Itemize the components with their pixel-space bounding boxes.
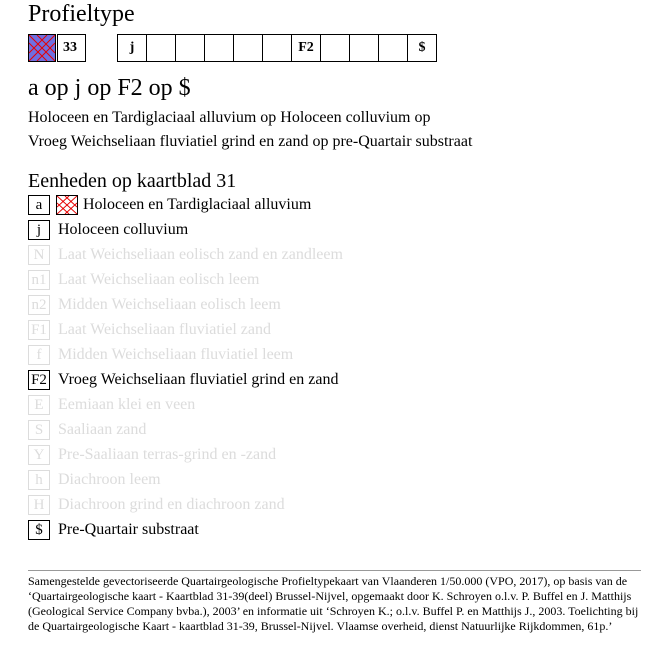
unit-code: h xyxy=(28,470,50,490)
profile-cell xyxy=(175,34,205,62)
unit-code: n2 xyxy=(28,295,50,315)
unit-label: Diachroon grind en diachroon zand xyxy=(58,496,285,513)
unit-code: Y xyxy=(28,445,50,465)
profile-cell xyxy=(262,34,292,62)
unit-label: Pre-Quartair substraat xyxy=(58,521,199,538)
description-line-1: Holoceen en Tardiglaciaal alluvium op Holoceen colluvium op xyxy=(28,109,431,126)
unit-label: Midden Weichseliaan fluviatiel leem xyxy=(58,346,294,363)
profile-cell xyxy=(378,34,408,62)
profile-formula: a op j op F2 op $ xyxy=(28,75,191,101)
unit-code: F2 xyxy=(28,370,50,390)
unit-label: Diachroon leem xyxy=(58,471,161,488)
unit-label: Eemiaan klei en veen xyxy=(58,396,196,413)
unit-label: Saaliaan zand xyxy=(58,421,147,438)
unit-label: Laat Weichseliaan eolisch zand en zandleem xyxy=(58,246,343,263)
unit-label: Laat Weichseliaan fluviatiel zand xyxy=(58,321,271,338)
unit-label: Holoceen colluvium xyxy=(58,221,189,238)
unit-label: Pre-Saaliaan terras-grind en -zand xyxy=(58,446,277,463)
source-citation: Samengestelde gevectoriseerde Quartairgeologische Profieltypekaart van Vlaanderen 1/50.000 (VPO, 2017), op basis van de ‘Quartairgeologische kaart - Kaartblad 31-39(deel) Brussel-Nijvel, opgemaakt door K. Schroyen o.l.v. P. Buffel en J. Matthijs (Geological Service Company bvba.), 2003’ en informatie uit ‘Schroyen K.; o.l.v. Buffel P. en Matthijs J., 2003. Toelichting bij de Quartairgeologische Kaart - kaartblad 31-39, Brussel-Nijvel. Vlaamse overheid, dienst Natuurlijke Rijkdommen, 61p.’ xyxy=(28,574,639,633)
profile-cell xyxy=(146,34,176,62)
profile-cell xyxy=(204,34,234,62)
unit-code: n1 xyxy=(28,270,50,290)
unit-label: Holoceen en Tardiglaciaal alluvium xyxy=(83,196,312,213)
profile-code: 33 xyxy=(57,34,86,62)
unit-code: S xyxy=(28,420,50,440)
profile-cell xyxy=(320,34,350,62)
description-line-2: Vroeg Weichseliaan fluviatiel grind en zand op pre-Quartair substraat xyxy=(28,133,473,150)
unit-code: H xyxy=(28,495,50,515)
unit-code: N xyxy=(28,245,50,265)
profile-cell: F2 xyxy=(291,34,321,62)
unit-code: $ xyxy=(28,520,50,540)
units-heading: Eenheden op kaartblad 31 xyxy=(28,170,237,192)
unit-code: j xyxy=(28,220,50,240)
profile-cell: $ xyxy=(407,34,437,62)
profile-cell: j xyxy=(117,34,147,62)
hatched-square-icon xyxy=(28,34,56,62)
divider xyxy=(28,570,641,571)
unit-code: E xyxy=(28,395,50,415)
unit-code: f xyxy=(28,345,50,365)
unit-code: F1 xyxy=(28,320,50,340)
page-title: Profieltype xyxy=(28,1,135,27)
profile-cell xyxy=(233,34,263,62)
red-cross-hatch-icon xyxy=(56,195,78,215)
unit-code: a xyxy=(28,195,50,215)
unit-label: Midden Weichseliaan eolisch leem xyxy=(58,296,281,313)
profile-description xyxy=(28,106,472,154)
profile-cell xyxy=(349,34,379,62)
unit-label: Vroeg Weichseliaan fluviatiel grind en zand xyxy=(58,371,339,388)
unit-label: Laat Weichseliaan eolisch leem xyxy=(58,271,260,288)
